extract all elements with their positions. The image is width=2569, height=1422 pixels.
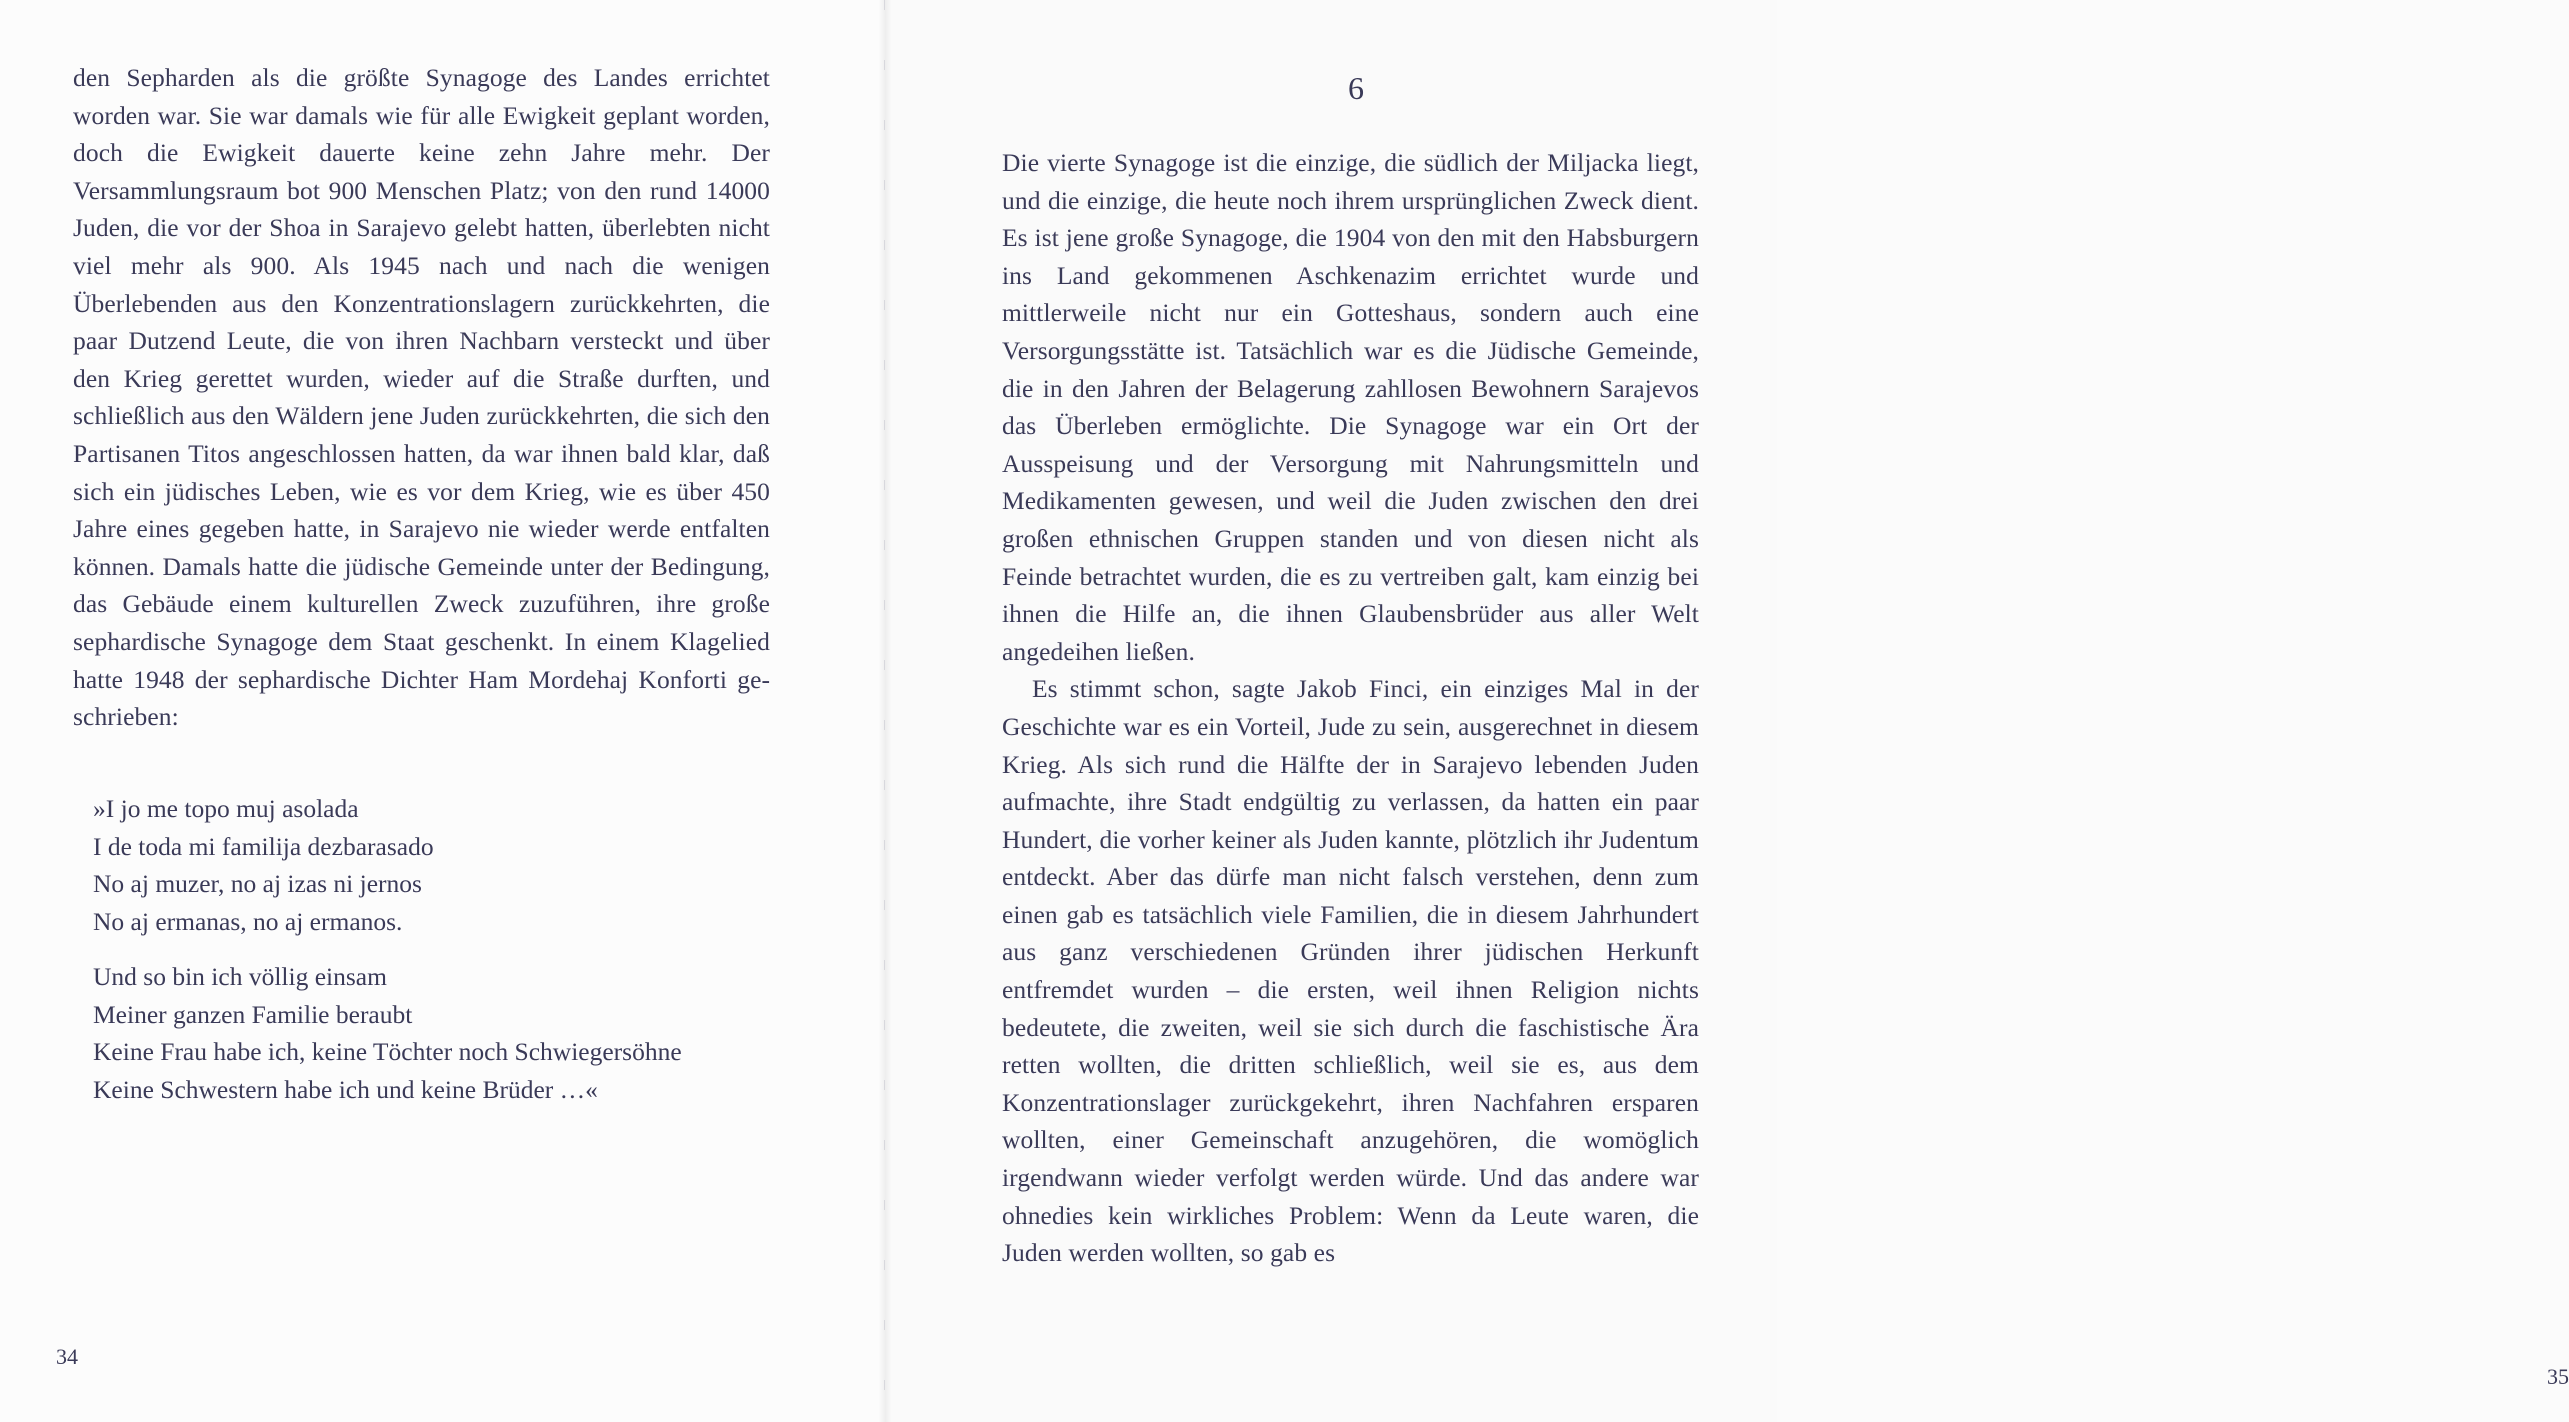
left-page-paragraph: den Sepharden als die größte Synagoge des Landes errichtet worden war. Sie war damals wie für alle Ewigkeit geplant worden, doch die Ewigkeit dauerte keine zehn Jahre mehr. Der Versammlungsraum bot 900 Menschen Platz; von den rund 14000 Juden, die vor der Shoa in Sarajevo gelebt hatten, überlebten nicht viel mehr als 900. Als 1945 nach und nach die wenigen Überlebenden aus den Konzentrationslagern zurückkehrten, die paar Dutzend Leute, die von ihren Nachbarn versteckt und über den Krieg gerettet wurden, wieder auf die Straße durften, und schließlich aus den Wäldern jene Juden zurückkehrten, die sich den Partisanen Titos angeschlossen hatten, da war ihnen bald klar, daß sich ein jüdisches Leben, wie es vor dem Krieg, wie es über 450 Jahre eines gegeben hatte, in Sarajevo nie wieder werde entfalten können. Damals hatte die jüdische Gemeinde unter der Bedingung, das Gebäude einem kulturellen Zweck zuzuführen, ihre große sephardische Synagoge dem Staat geschenkt. In einem Klagelied hatte 1948 der sephardische Dichter Ham Mordehaj Konforti geschrieben: [73,63,770,732]
poem-line: »I jo me topo muj asolada [93,794,359,823]
right-page [885,0,2569,1422]
right-page-text [1002,144,1699,1272]
chapter-number: 6 [1348,70,1364,106]
book-gutter [878,0,892,1422]
right-page-paragraph-1: Die vierte Synagoge ist die einzige, die südlich der Miljacka liegt, und die einzige, die heute noch ihrem ursprünglichen Zweck dient. Es ist jene große Synagoge, die 1904 von den mit den Habsburgern ins Land gekommenen Aschkenazim errichtet wurde und mittlerweile nicht nur ein Gotteshaus, sondern auch eine Versorgungsstätte ist. Tatsächlich war es die Jüdische Gemeinde, die in den Jahren der Belagerung zahllosen Bewohnern Sarajevos das Überleben ermöglichte. Die Synagoge war ein Ort der Ausspeisung und der Versorgung mit Nahrungsmitteln und Medikamenten gewesen, und weil die Juden zwischen den drei großen ethnischen Gruppen standen und von diesen nicht als Feinde betrachtet wurden, die es zu vertreiben galt, kam einzig bei ihnen die Hilfe an, die ihnen Glaubensbrüder aus aller Welt angedeihen ließen. [1002,148,1699,666]
poem-stanza-ladino [93,790,793,940]
poem-line: Keine Frau habe ich, keine Töchter noch Schwiegersöhne [93,1037,682,1067]
page-number-left: 34 [56,1344,78,1369]
right-page-paragraph-2: Es stimmt schon, sagte Jakob Finci, ein einziges Mal in der Geschichte war es ein Vorteil, Jude zu sein, ausgerechnet in diesem Krieg. Als sich rund die Hälfte der in Sarajevo lebenden Juden aufmachte, ihre Stadt endgültig zu verlassen, da hatten ein paar Hundert, die vorher keiner als Juden kannte, plötzlich ihr Judentum entdeckt. Aber das dürfe man nicht falsch verstehen, denn zum einen gab es tatsächlich viele Familien, die in diesem Jahrhundert aus ganz verschiedenen Gründen ihrer jüdischen Herkunft entfremdet wurden – die ersten, weil ihnen Religion nichts bedeutete, die zweiten, weil sie sich durch die faschistische Ära retten wollten, die dritten schließlich, weil sie es, aus dem Konzentrationslager zurückgekehrt, ihren Nachfahren ersparen wollten, einer Gemeinschaft anzugehören, die womöglich irgendwann wieder verfolgt werden würde. Und das andere war ohnedies kein wirkliches Problem: Wenn da Leute waren, die Juden werden wollten, so gab es [1002,674,1699,1268]
left-page [0,0,885,1422]
poem-line: No aj muzer, no aj izas ni jernos [93,869,422,899]
poem-line: Keine Schwestern habe ich und keine Brüder …« [93,1074,598,1104]
poem-line: I de toda mi familija dezbarasado [93,831,434,861]
poem-line: Und so bin ich völlig einsam [93,962,387,991]
poem-stanza-german [93,958,793,1108]
page-number-right: 35 [2547,1364,2569,1389]
poem-line: Meiner ganzen Familie beraubt [93,999,413,1029]
gutter-fold-line [884,0,885,1422]
left-page-text [73,59,770,736]
poem-line: No aj ermanas, no aj ermanos. [93,906,403,936]
